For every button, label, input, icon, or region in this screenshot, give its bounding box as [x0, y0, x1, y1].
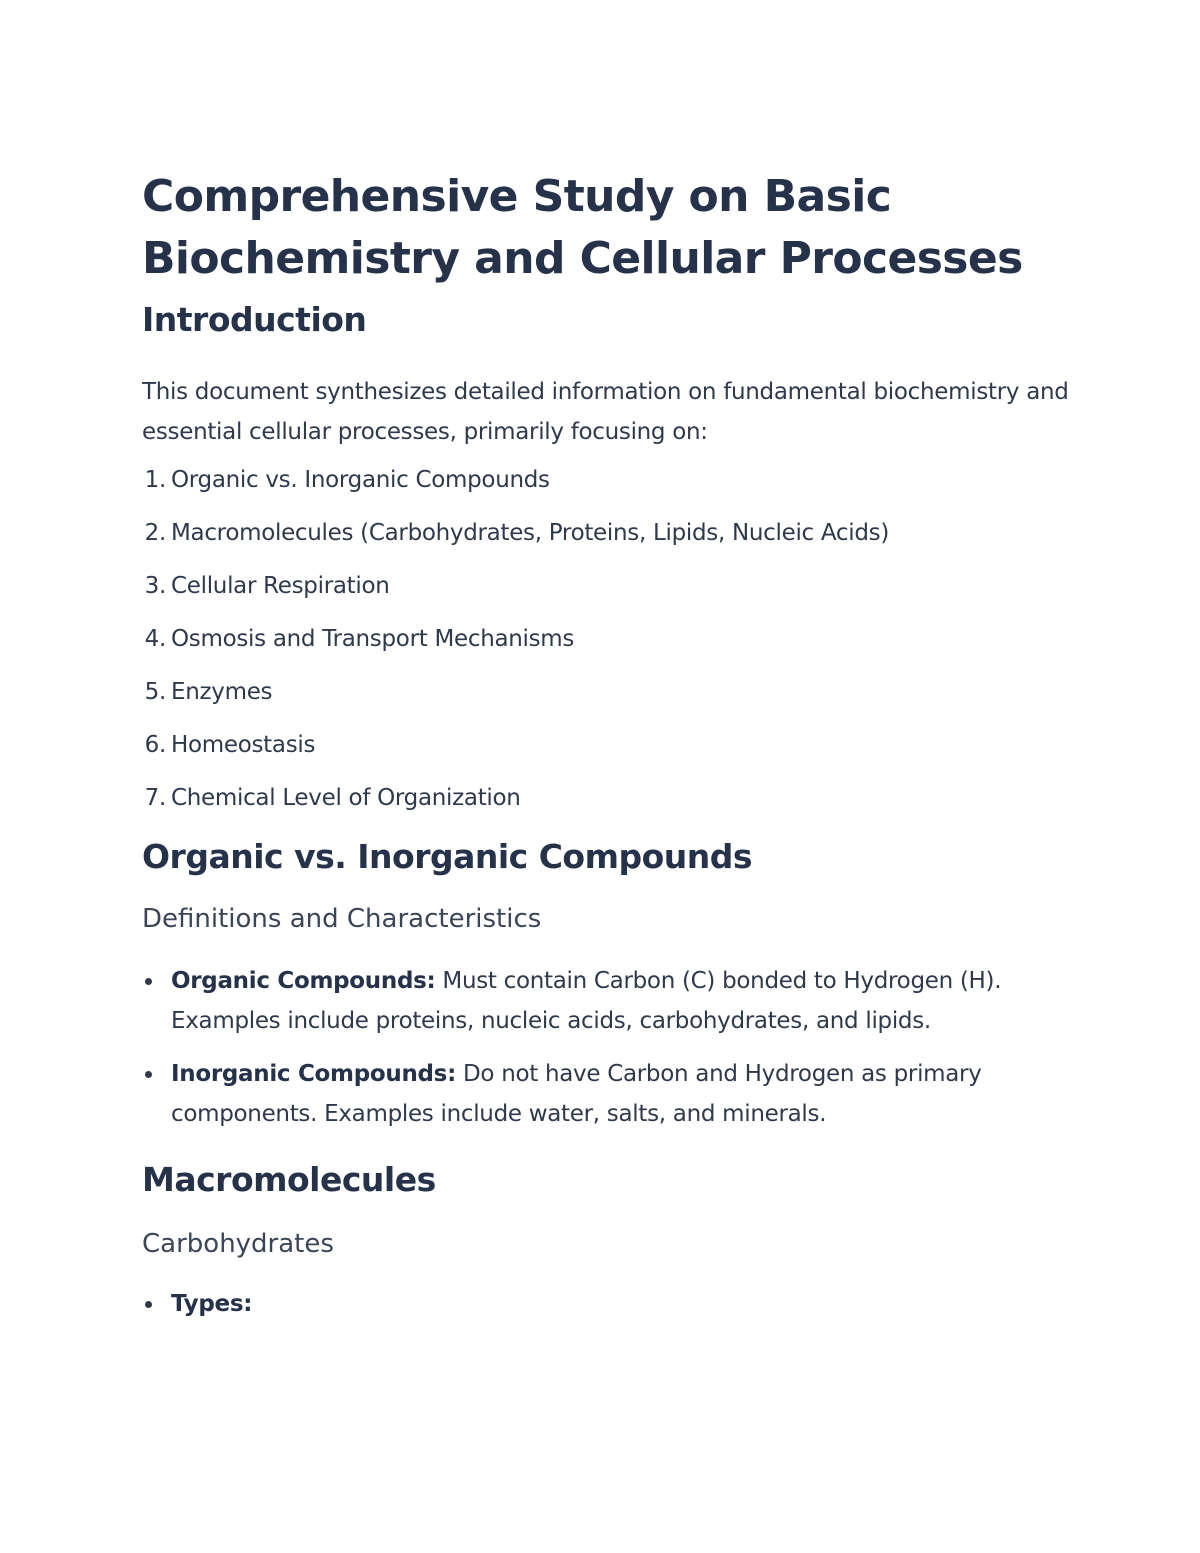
- list-item-label: Organic vs. Inorganic Compounds: [171, 467, 550, 493]
- introduction-heading: Introduction: [142, 300, 367, 339]
- list-item-label: Osmosis and Transport Mechanisms: [171, 626, 575, 652]
- carbohydrates-subheading: Carbohydrates: [142, 1229, 334, 1259]
- list-item-label: Enzymes: [171, 679, 273, 705]
- list-item-label: Chemical Level of Organization: [171, 785, 521, 811]
- document-title: Comprehensive Study on Basic Biochemistry and Cellular Processes: [142, 171, 1023, 284]
- organic-section-heading: Organic vs. Inorganic Compounds: [142, 837, 753, 876]
- term-description: Must contain Carbon (C) bonded to Hydrogen (H). Examples include proteins, nucleic acids, carbohydrates, and lipids.: [171, 968, 1002, 1034]
- list-item: [142, 1054, 1072, 1134]
- list-number: 4.: [144, 626, 166, 652]
- list-item: [142, 570, 1072, 602]
- list-number: 2.: [144, 520, 166, 546]
- document-page: [142, 166, 1072, 1337]
- topic-list: [142, 464, 1072, 814]
- list-item: [142, 623, 1072, 655]
- term-description: Do not have Carbon and Hydrogen as primary components. Examples include water, salts, and minerals.: [171, 1061, 982, 1127]
- term-label: Types:: [171, 1291, 253, 1317]
- list-item: [142, 782, 1072, 814]
- list-item: [142, 961, 1072, 1041]
- definitions-subheading: Definitions and Characteristics: [142, 904, 542, 934]
- list-number: 3.: [144, 573, 166, 599]
- list-item-label: Cellular Respiration: [171, 573, 390, 599]
- introduction-paragraph: This document synthesizes detailed information on fundamental biochemistry and essential cellular processes, primarily focusing on:: [142, 379, 1069, 445]
- list-item-label: Macromolecules (Carbohydrates, Proteins, Lipids, Nucleic Acids): [171, 520, 890, 546]
- list-number: 5.: [144, 679, 166, 705]
- list-item: [142, 1284, 1072, 1324]
- term-label: Inorganic Compounds:: [171, 1061, 456, 1087]
- term-label: Organic Compounds:: [171, 968, 436, 994]
- list-item: [142, 729, 1072, 761]
- definitions-list: [142, 961, 1072, 1134]
- bullet-icon: [145, 1071, 152, 1078]
- list-number: 1.: [144, 467, 166, 493]
- list-item: [142, 676, 1072, 708]
- macromolecules-heading: Macromolecules: [142, 1160, 436, 1199]
- list-item: [142, 517, 1072, 549]
- bullet-icon: [145, 978, 152, 985]
- bullet-icon: [145, 1301, 152, 1308]
- list-number: 6.: [144, 732, 166, 758]
- list-number: 7.: [144, 785, 166, 811]
- carbohydrates-list: [142, 1284, 1072, 1324]
- list-item-label: Homeostasis: [171, 732, 316, 758]
- list-item: [142, 464, 1072, 496]
